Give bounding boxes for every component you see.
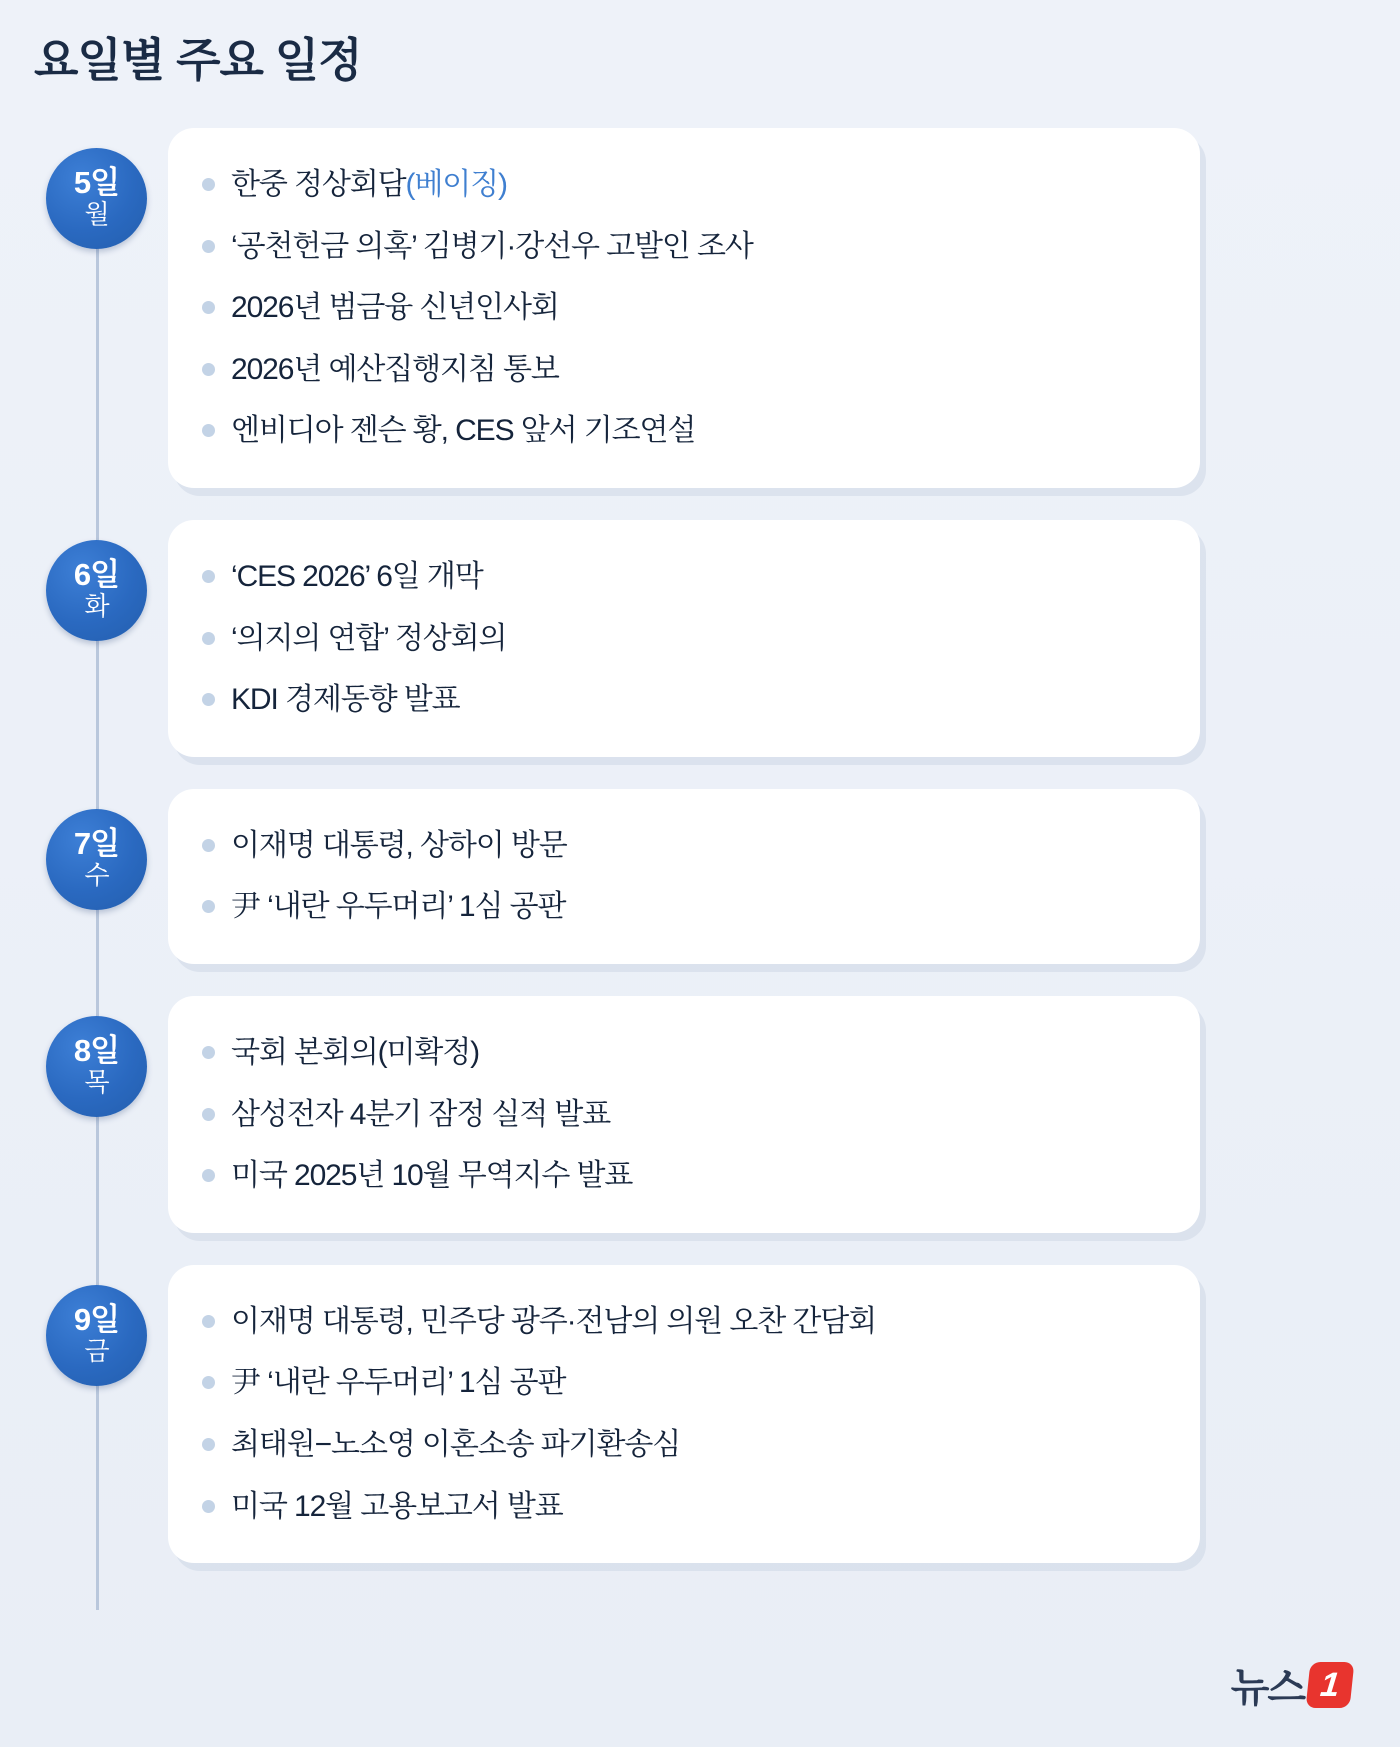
day-date: 7일 xyxy=(73,826,120,862)
schedule-item-main: 엔비디아 젠슨 황, CES 앞서 기조연설 xyxy=(231,414,696,448)
logo-one-badge: 1 xyxy=(1306,1662,1355,1708)
bullet-icon xyxy=(202,1169,215,1182)
schedule-item-main: 미국 12월 고용보고서 발표 xyxy=(231,1489,563,1523)
day-row xyxy=(0,520,1400,757)
schedule-item-main: 최태원−노소영 이혼소송 파기환송심 xyxy=(231,1427,681,1461)
schedule-item-main: 尹 ‘내란 우두머리’ 1심 공판 xyxy=(231,890,566,924)
schedule-item[interactable] xyxy=(202,1414,1166,1476)
schedule-item-text xyxy=(231,680,459,720)
schedule-item-main: 2026년 예산집행지침 통보 xyxy=(231,352,559,386)
schedule-item[interactable] xyxy=(202,1476,1166,1538)
bullet-icon xyxy=(202,1108,215,1121)
schedule-item-text xyxy=(231,826,567,866)
day-of-week: 목 xyxy=(84,1066,109,1097)
schedule-item-main: 미국 2025년 10월 무역지수 발표 xyxy=(231,1159,633,1193)
day-row xyxy=(0,996,1400,1233)
schedule-list xyxy=(0,128,1400,1595)
bullet-icon xyxy=(202,1046,215,1059)
schedule-item-text xyxy=(231,350,559,390)
day-row xyxy=(0,789,1400,964)
day-row xyxy=(0,1265,1400,1563)
schedule-item[interactable] xyxy=(202,876,1166,938)
schedule-item-main: ‘CES 2026’ 6일 개막 xyxy=(231,559,483,593)
schedule-item[interactable] xyxy=(202,1352,1166,1414)
bullet-icon xyxy=(202,240,215,253)
bullet-icon xyxy=(202,1500,215,1513)
bullet-icon xyxy=(202,363,215,376)
schedule-item-text xyxy=(231,1425,680,1465)
day-of-week: 수 xyxy=(84,859,109,890)
schedule-item-main: ‘의지의 연합’ 정상회의 xyxy=(231,621,507,655)
schedule-item-text xyxy=(231,1156,632,1196)
day-badge[interactable] xyxy=(46,148,147,249)
bullet-icon xyxy=(202,1438,215,1451)
schedule-item-text xyxy=(231,1095,610,1135)
schedule-item-main: KDI 경제동향 발표 xyxy=(231,683,460,717)
schedule-item[interactable] xyxy=(202,1145,1166,1207)
schedule-item-text xyxy=(231,227,753,267)
day-date: 9일 xyxy=(73,1302,120,1337)
schedule-item[interactable] xyxy=(202,1022,1166,1084)
schedule-item-text xyxy=(231,557,483,597)
logo-text: 뉴스 xyxy=(1230,1666,1304,1710)
day-date: 5일 xyxy=(73,165,120,201)
schedule-item-text xyxy=(231,288,559,328)
bullet-icon xyxy=(202,839,215,852)
schedule-item-text xyxy=(231,1302,876,1342)
schedule-item[interactable] xyxy=(202,216,1166,278)
schedule-item[interactable] xyxy=(202,669,1166,731)
day-card xyxy=(168,1265,1200,1563)
schedule-item-main: 尹 ‘내란 우두머리’ 1심 공판 xyxy=(231,1366,566,1400)
schedule-item-main: 이재명 대통령, 민주당 광주·전남의 의원 오찬 간담회 xyxy=(231,1304,877,1338)
schedule-item-text xyxy=(231,165,507,205)
schedule-item[interactable] xyxy=(202,815,1166,877)
day-card xyxy=(168,789,1200,964)
schedule-item[interactable] xyxy=(202,277,1166,339)
schedule-item[interactable] xyxy=(202,608,1166,670)
bullet-icon xyxy=(202,1315,215,1328)
schedule-item-text xyxy=(231,411,695,451)
bullet-icon xyxy=(202,570,215,583)
schedule-item-main: 이재명 대통령, 상하이 방문 xyxy=(231,828,567,862)
schedule-item-main: 국회 본회의(미확정) xyxy=(231,1035,480,1069)
schedule-item[interactable] xyxy=(202,400,1166,462)
schedule-item[interactable] xyxy=(202,546,1166,608)
schedule-item[interactable] xyxy=(202,339,1166,401)
day-card xyxy=(168,520,1200,757)
bullet-icon xyxy=(202,900,215,913)
schedule-item-text xyxy=(231,1363,565,1403)
schedule-item-text xyxy=(231,1033,479,1073)
schedule-item-text xyxy=(231,887,565,927)
bullet-icon xyxy=(202,632,215,645)
schedule-item-text xyxy=(231,619,506,659)
brand-logo xyxy=(1231,1656,1352,1713)
schedule-item-text xyxy=(231,1487,563,1527)
bullet-icon xyxy=(202,1376,215,1389)
bullet-icon xyxy=(202,301,215,314)
schedule-item-sub: (베이징) xyxy=(405,168,507,201)
day-badge[interactable] xyxy=(46,540,147,641)
day-badge[interactable] xyxy=(46,1016,147,1117)
day-date: 8일 xyxy=(73,1033,120,1069)
day-row xyxy=(0,128,1400,488)
bullet-icon xyxy=(202,424,215,437)
schedule-item[interactable] xyxy=(202,1084,1166,1146)
page-title: 요일별 주요 일정 xyxy=(34,34,362,86)
schedule-item[interactable] xyxy=(202,154,1166,216)
schedule-item[interactable] xyxy=(202,1291,1166,1353)
bullet-icon xyxy=(202,178,215,191)
day-of-week: 금 xyxy=(84,1335,109,1366)
schedule-item-main: ‘공천헌금 의혹’ 김병기·강선우 고발인 조사 xyxy=(231,229,753,263)
day-badge[interactable] xyxy=(46,809,147,910)
schedule-item-main: 2026년 범금융 신년인사회 xyxy=(231,291,559,325)
day-card xyxy=(168,128,1200,488)
day-badge[interactable] xyxy=(46,1285,147,1386)
day-card xyxy=(168,996,1200,1233)
schedule-item-main: 한중 정상회담 xyxy=(231,168,406,201)
day-date: 6일 xyxy=(73,557,120,593)
bullet-icon xyxy=(202,693,215,706)
day-of-week: 월 xyxy=(84,198,109,229)
schedule-item-main: 삼성전자 4분기 잠정 실적 발표 xyxy=(231,1097,611,1131)
day-of-week: 화 xyxy=(84,590,109,621)
